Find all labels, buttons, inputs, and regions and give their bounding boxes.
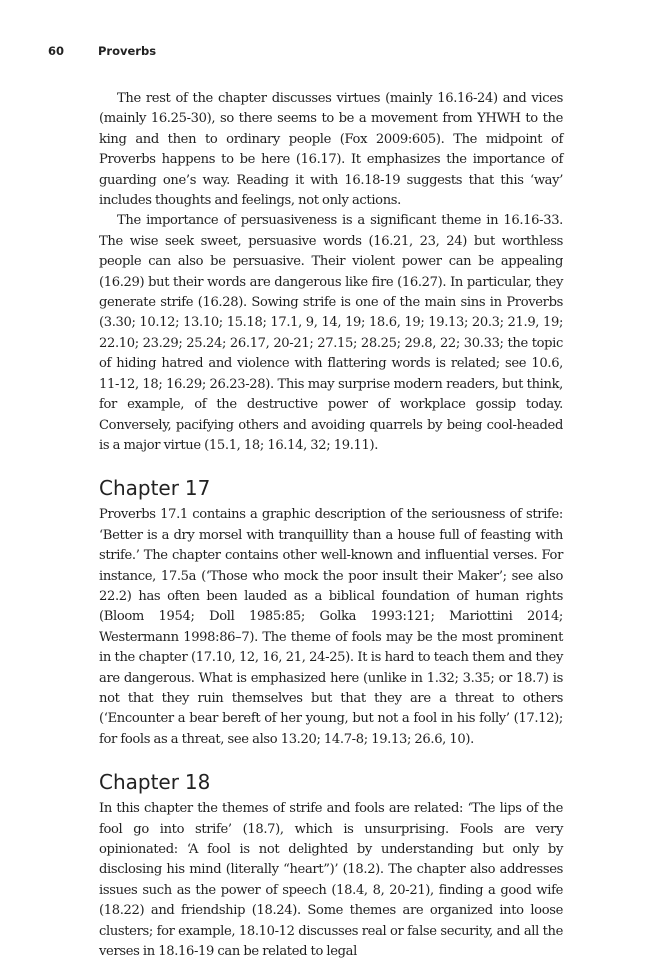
running-head (48, 44, 156, 58)
chapter-18-heading: Chapter 18 (99, 770, 211, 795)
page-number: 60 (48, 44, 65, 58)
page-body (99, 89, 563, 962)
paragraph-persuasiveness: The importance of persuasiveness is a significant theme in 16.16-33. The wise seek sweet, persuasive words (16.21, 23, 24) but worthless people can also be persuasive. Their violent power can be appealing (16.29) but their words are dangerous like fire (16.27). In particular, they generate strife (16.28). Sowing strife is one of the main sins in Proverbs (3.30; 10.12; 13.10; 15.18; 17.1, 9, 14, 19; 18.6, 19; 19.13; 20.3; 21.9, 19; 22.10; 23.29; 25.24; 26.17, 20-21; 27.15; 28.25; 29.8, 22; 30.33; the topic of hiding hatred and violence with flattering words is related; see 10.6, 11-12, 18; 16.29; 26.23-28). This may surprise modern readers, but think, for example, of the destructive power of workplace gossip today. Conversely, pacifying others and avoiding quarrels by being cool-headed is a major virtue (15.1, 18; 16.14, 32; 19.11). (99, 213, 563, 453)
paragraph-chapter-17: Proverbs 17.1 contains a graphic description of the seriousness of strife: ‘Better is a dry morsel with tranquillity than a house full of feasting with strife.’ The chapter contains other well-known and influential verses. For instance, 17.5a (‘Those who mock the poor insult their Maker’; see also 22.2) has often been lauded as a biblical foundation of human rights (Bloom 1954; Doll 1985:85; Golka 1993:121; Mariottini 2014; Westermann 1998:86–7). The theme of fools may be the most prominent in the chapter (17.10, 12, 16, 21, 24-25). It is hard to teach them and they are dangerous. What is emphasized here (unlike in 1.32; 3.35; or 18.7) is not that they ruin themselves but that they are a threat to others (‘Encounter a bear bereft of her young, but not a fool in his folly’ (17.12); for fools as a threat, see also 13.20; 14.7-8; 19.13; 26.6, 10). (99, 507, 563, 747)
paragraph-virtues-vices: The rest of the chapter discusses virtues (mainly 16.16-24) and vices (mainly 16.25-30), so there seems to be a movement from YHWH to the king and then to ordinary people (Fox 2009:605). The midpoint of Proverbs happens to be here (16.17). It emphasizes the importance of guarding one’s way. Reading it with 16.18-19 suggests that this ‘way’ includes thoughts and feelings, not only actions. (99, 91, 563, 209)
paragraph-chapter-18: In this chapter the themes of strife and fools are related: ‘The lips of the fool go into strife’ (18.7), which is unsurprising. Fools are very opinionated: ‘A fool is not delighted by understanding but only by disclosing his mind (literally “heart”)’ (18.2). The chapter also addresses issues such as the power of speech (18.4, 8, 20-21), finding a good wife (18.22) and friendship (18.24). Some themes are organized into loose clusters; for example, 18.10-12 discusses real or false security, and all the verses in 18.16-19 can be related to legal (99, 801, 563, 960)
running-title: Proverbs (98, 44, 157, 58)
chapter-17-heading: Chapter 17 (99, 476, 211, 501)
